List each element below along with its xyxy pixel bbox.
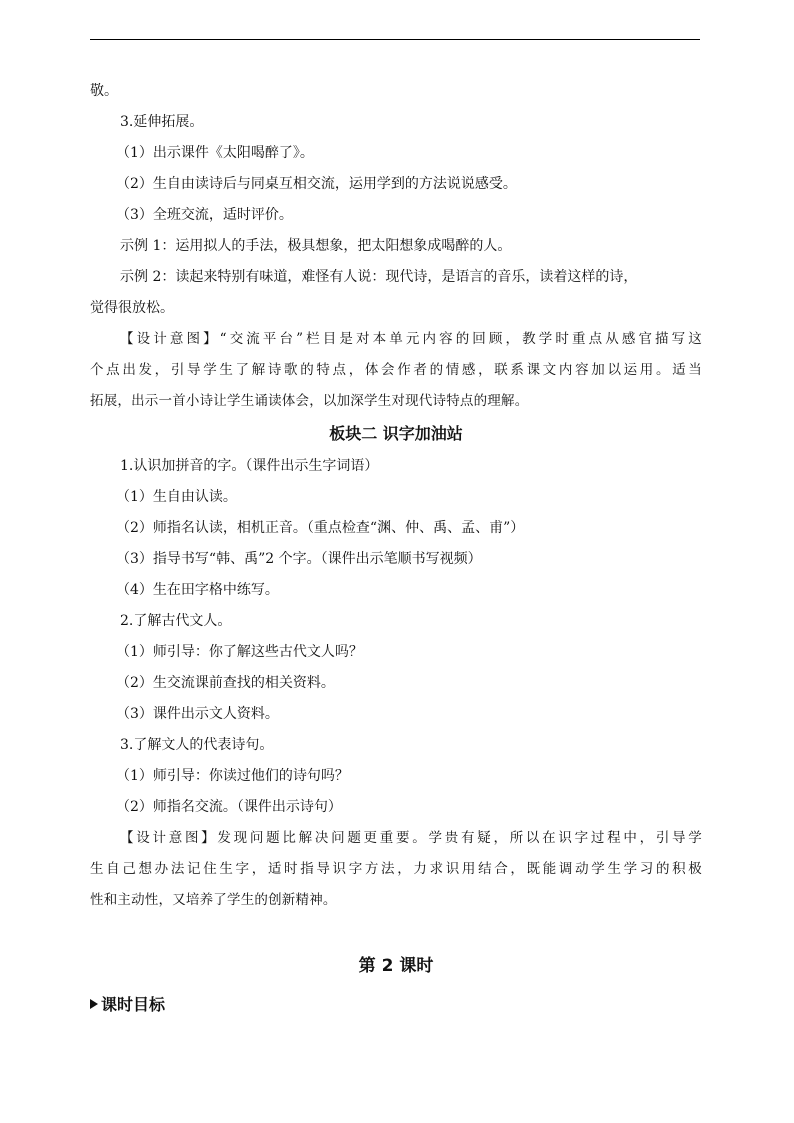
- item-1-step: （2）师指名认读，相机正音。（重点检查“渊、仲、禹、孟、甫”）: [116, 520, 525, 536]
- example-2-line-2: 觉得很放松。: [90, 300, 174, 316]
- item-2-title: 2.了解古代文人。: [120, 613, 232, 629]
- document-page: [90, 76, 702, 1022]
- step-1: （1）出示课件《太阳喝醉了》。: [116, 145, 314, 161]
- item-3b-step: （2）师指名交流。（课件出示诗句）: [116, 799, 342, 815]
- triangle-bullet-icon: [90, 999, 98, 1009]
- item-3b-step: （1）师引导：你读过他们的诗句吗？: [116, 768, 349, 784]
- item-1-step: （4）生在田字格中练写。: [116, 582, 279, 598]
- design-intent-1-line: 个点出发，引导学生了解诗歌的特点，体会作者的情感，联系课文内容加以运用。适当: [90, 362, 702, 378]
- design-intent-2-line: 【设计意图】发现问题比解决问题更重要。学贵有疑，所以在识字过程中，引导学: [120, 830, 702, 846]
- design-intent-2-line: 性和主动性，又培养了学生的创新精神。: [90, 892, 337, 908]
- continuation-text: 敬。: [90, 83, 118, 99]
- item-1-title: 1.认识加拼音的字。（课件出示生字词语）: [120, 458, 379, 474]
- item-2-step: （1）师引导：你了解这些古代文人吗？: [116, 644, 363, 660]
- lesson-2-heading: 第 2 课时: [358, 956, 434, 976]
- item-2-step: （3）课件出示文人资料。: [116, 706, 279, 722]
- objectives-label: 课时目标: [101, 995, 166, 1014]
- item-1-step: （1）生自由认读。: [116, 489, 237, 505]
- example-2-line-1: 示例 2：读起来特别有味道，难怪有人说：现代诗，是语言的音乐，读着这样的诗，: [120, 269, 638, 285]
- item-3-title: 3.延伸拓展。: [120, 114, 204, 130]
- design-intent-2-line: 生自己想办法记住生字，适时指导识字方法，力求识用结合，既能调动学生学习的积极: [90, 861, 702, 877]
- design-intent-1: [90, 324, 702, 417]
- section-2-heading: 板块二 识字加油站: [329, 424, 463, 443]
- item-3b-title: 3.了解文人的代表诗句。: [120, 737, 274, 753]
- example-1: 示例 1：运用拟人的手法，极具想象，把太阳想象成喝醉的人。: [120, 238, 512, 254]
- lesson-objectives-heading: [90, 988, 702, 1022]
- item-2-step: （2）生交流课前查找的相关资料。: [116, 675, 335, 691]
- design-intent-2: [90, 823, 702, 916]
- item-1-step: （3）指导书写“韩、禹”2 个字。（课件出示笔顺书写视频）: [116, 551, 482, 567]
- step-2: （2）生自由读诗后与同桌互相交流，运用学到的方法说说感受。: [116, 176, 517, 192]
- design-intent-1-line: 拓展，出示一首小诗让学生诵读体会，以加深学生对现代诗特点的理解。: [90, 393, 529, 409]
- header-rule: [90, 39, 700, 40]
- step-3: （3）全班交流，适时评价。: [116, 207, 293, 223]
- design-intent-1-line: 【设计意图】“交流平台”栏目是对本单元内容的回顾，教学时重点从感官描写这: [120, 331, 702, 347]
